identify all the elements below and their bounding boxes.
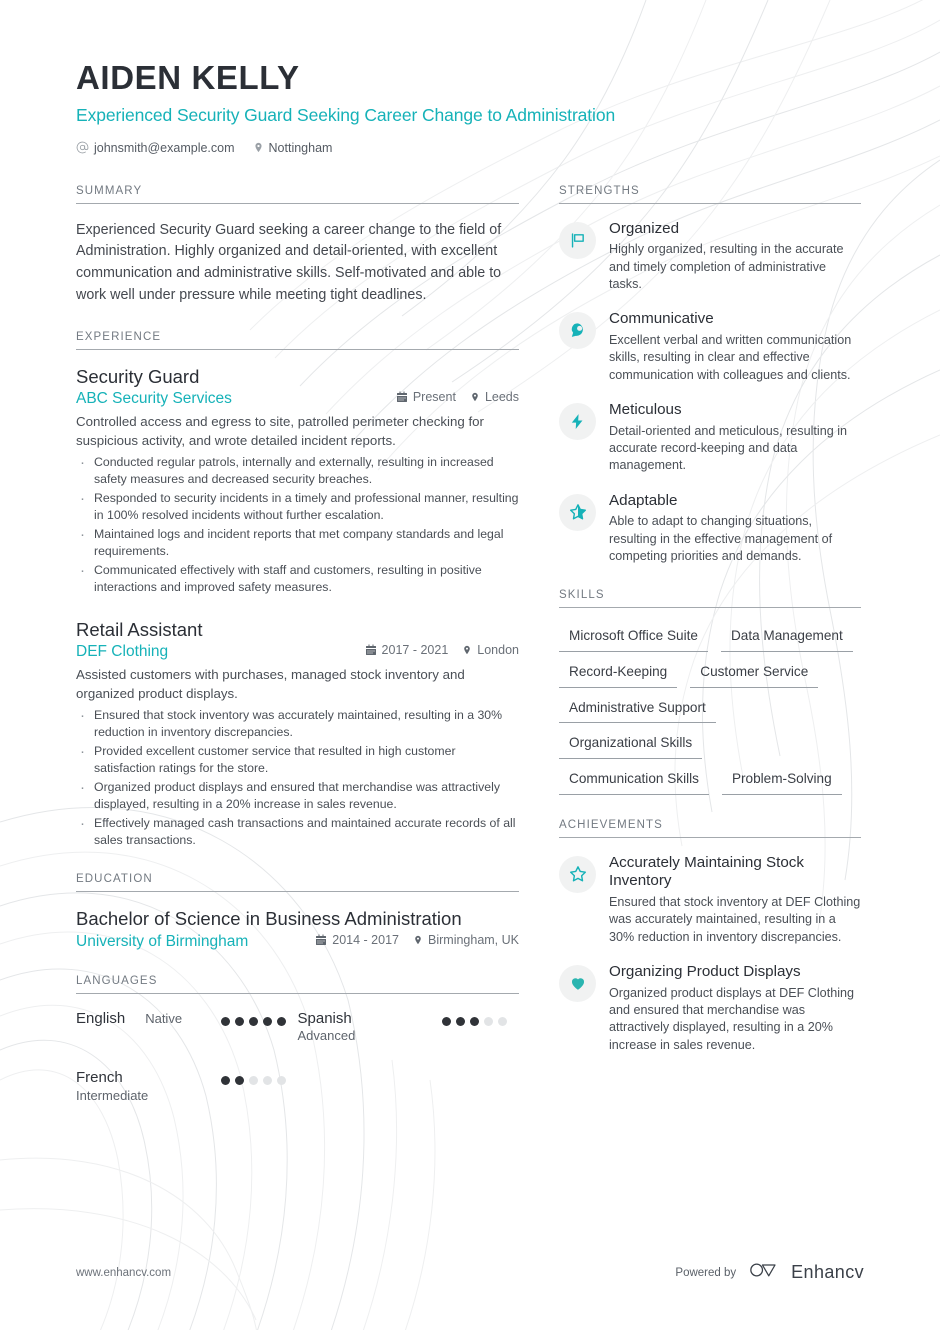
- rating-dot: [221, 1076, 230, 1085]
- experience-bullet: · Maintained logs and incident reports that met company standards and legal requirements.: [76, 526, 519, 561]
- lightning-bolt-icon: [559, 403, 596, 440]
- section-strengths: [559, 185, 861, 566]
- language-level: Native: [145, 1011, 183, 1027]
- language-level: Intermediate: [76, 1087, 149, 1103]
- section-title-experience: EXPERIENCE: [76, 331, 519, 350]
- rating-dot: [498, 1017, 507, 1026]
- skill-chip[interactable]: Problem-Solving: [722, 767, 842, 795]
- section-title-summary: SUMMARY: [76, 185, 519, 204]
- enhancv-brand-name: Enhancv: [791, 1262, 864, 1282]
- language-name: French: [76, 1069, 123, 1087]
- enhancv-logo-icon: [748, 1260, 782, 1285]
- experience-location: [470, 390, 519, 404]
- section-education: [76, 873, 519, 951]
- language-labels: [76, 1010, 182, 1028]
- experience-bullet: · Conducted regular patrols, internally and externally, resulting in increased safety measures and decreased security breaches.: [76, 454, 519, 489]
- strength-description: Detail-oriented and meticulous, resulting in accurate record-keeping and data management.: [609, 423, 848, 473]
- skills-list: [559, 624, 861, 794]
- contact-email-text: johnsmith@example.com: [94, 140, 235, 155]
- strength-body: [609, 401, 861, 475]
- section-languages: [76, 975, 519, 1129]
- powered-by-label: Powered by: [675, 1266, 737, 1279]
- contact-location[interactable]: [253, 141, 333, 155]
- experience-date-text: 2017 - 2021: [381, 643, 449, 658]
- education-location: [413, 933, 519, 947]
- experience-bullet: · Responded to security incidents in a timely and professional manner, resulting in 100% resolved incidents without further escalation.: [76, 490, 519, 525]
- experience-location-text: London: [477, 643, 519, 658]
- rating-dot: [249, 1076, 258, 1085]
- language-item: [298, 1010, 520, 1043]
- education-entry: [76, 908, 519, 951]
- star-outline-icon: [559, 856, 596, 893]
- skill-chip[interactable]: Record-Keeping: [559, 660, 677, 688]
- experience-meta: [76, 390, 519, 408]
- star-half-icon: [559, 494, 596, 531]
- experience-bullet: · Organized product displays and ensured that merchandise was attractively displayed, resulting in a 20% increase in sales revenue.: [76, 779, 519, 814]
- rating-dot: [235, 1076, 244, 1085]
- strength-body: [609, 492, 861, 566]
- skill-chip[interactable]: Administrative Support: [559, 696, 716, 724]
- experience-description: Assisted customers with purchases, managed stock inventory and organized product displays.: [76, 667, 465, 701]
- experience-entry: [76, 619, 519, 850]
- section-title-languages: LANGUAGES: [76, 975, 519, 994]
- strength-item: [559, 492, 861, 566]
- experience-meta-right: [396, 390, 519, 404]
- experience-meta: [76, 643, 519, 661]
- languages-grid: [76, 1010, 519, 1129]
- experience-bullets: [76, 454, 519, 597]
- strength-item: [559, 401, 861, 475]
- rating-dot: [263, 1017, 272, 1026]
- rating-dot: [263, 1076, 272, 1085]
- columns: [76, 185, 864, 1153]
- location-pin-icon: [253, 141, 264, 154]
- contact-email[interactable]: [76, 141, 235, 155]
- strength-description: Able to adapt to changing situations, resulting in the effective management of competing priorities and demands.: [609, 514, 833, 564]
- strength-description: Highly organized, resulting in the accurate and timely completion of administrative tasks.: [609, 242, 844, 291]
- rating-dot: [456, 1017, 465, 1026]
- experience-location-text: Leeds: [484, 390, 519, 405]
- skill-chip[interactable]: Data Management: [721, 624, 853, 652]
- strength-body: [609, 220, 861, 294]
- language-labels: [298, 1010, 356, 1043]
- rating-dot: [277, 1076, 286, 1085]
- strength-title: Meticulous: [609, 401, 682, 419]
- experience-entry: [76, 366, 519, 597]
- experience-job-title: Retail Assistant: [76, 618, 203, 640]
- skill-chip[interactable]: Microsoft Office Suite: [559, 624, 708, 652]
- experience-bullet: · Effectively managed cash transactions and maintained accurate records of all sales transactions.: [76, 815, 519, 850]
- section-title-strengths: STRENGTHS: [559, 185, 861, 204]
- achievement-description: Organized product displays at DEF Clothing and ensured that merchandise was attractively displayed, resulting in a 20% increase in sales revenue.: [609, 985, 855, 1052]
- strength-title: Adaptable: [609, 491, 678, 509]
- section-skills: [559, 589, 861, 794]
- heart-icon: [559, 965, 596, 1002]
- achievement-title: Organizing Product Displays: [609, 962, 801, 980]
- experience-bullets: [76, 707, 519, 850]
- rating-dot: [235, 1017, 244, 1026]
- education-date-text: 2014 - 2017: [332, 933, 399, 948]
- experience-location: [462, 643, 519, 657]
- rating-dot: [277, 1017, 286, 1026]
- experience-organization[interactable]: DEF Clothing: [76, 643, 169, 661]
- rating-dot: [249, 1017, 258, 1026]
- left-column: [76, 185, 519, 1153]
- language-name: Spanish: [297, 1010, 352, 1028]
- education-location-text: Birmingham, UK: [428, 933, 519, 948]
- strength-item: [559, 310, 861, 384]
- achievement-body: [609, 963, 861, 1054]
- powered-by: [675, 1260, 864, 1285]
- skill-chip[interactable]: Communication Skills: [559, 767, 709, 795]
- footer: [76, 1260, 864, 1285]
- section-achievements: [559, 819, 861, 1054]
- contact-location-text: Nottingham: [268, 140, 333, 155]
- education-meta-right: [315, 933, 519, 947]
- calendar-icon: [365, 644, 377, 656]
- experience-job-title: Security Guard: [76, 365, 200, 387]
- strength-title: Organized: [609, 219, 680, 237]
- education-institution[interactable]: University of Birmingham: [76, 933, 249, 951]
- enhancv-brand[interactable]: [748, 1260, 864, 1285]
- at-sign-icon: [76, 141, 89, 154]
- section-title-skills: SKILLS: [559, 589, 861, 608]
- headline: Experienced Security Guard Seeking Career Change to Administration: [76, 104, 616, 125]
- section-experience: [76, 331, 519, 850]
- location-pin-icon: [413, 934, 423, 946]
- strength-item: [559, 220, 861, 294]
- resume-header: [76, 60, 864, 155]
- experience-meta-right: [365, 643, 519, 657]
- page-title: AIDEN KELLY: [76, 59, 300, 96]
- section-summary: [76, 185, 519, 307]
- education-meta: [76, 933, 519, 951]
- experience-date: [365, 643, 449, 657]
- language-rating: [221, 1069, 286, 1085]
- rating-dot: [484, 1017, 493, 1026]
- calendar-icon: [315, 934, 327, 946]
- strength-body: [609, 310, 861, 384]
- achievement-description: Ensured that stock inventory at DEF Clothing was accurately maintained, resulting in a 30% reduction in inventory discrepancies.: [609, 894, 861, 944]
- summary-text: Experienced Security Guard seeking a career change to the field of Administration. Highly organized and detail-oriented, with excellent communication and administrative skills. Self-motivated and able to work well under pressure while meeting tight deadlines.: [76, 221, 502, 303]
- location-pin-icon: [462, 644, 472, 656]
- rating-dot: [470, 1017, 479, 1026]
- experience-description: Controlled access and egress to site, patrolled perimeter checking for suspicious activity, and wrote detailed incident reports.: [76, 414, 484, 449]
- strength-description: Excellent verbal and written communication skills, resulting in clear and effective communication with colleagues and clients.: [609, 332, 852, 382]
- achievement-item: [559, 854, 861, 946]
- skill-chip[interactable]: Customer Service: [690, 660, 818, 688]
- language-name: English: [76, 1010, 126, 1028]
- achievement-body: [609, 854, 861, 946]
- experience-date-text: Present: [412, 390, 456, 405]
- flag-icon: [559, 222, 596, 259]
- strength-title: Communicative: [609, 310, 714, 328]
- language-item: [76, 1069, 298, 1102]
- education-date: [315, 933, 399, 947]
- experience-date: [396, 390, 456, 404]
- achievement-item: [559, 963, 861, 1054]
- experience-bullet: · Provided excellent customer service that resulted in high customer satisfaction ratings for the store.: [76, 743, 519, 778]
- right-column: [559, 185, 861, 1153]
- section-title-education: EDUCATION: [76, 873, 519, 892]
- calendar-icon: [396, 391, 408, 403]
- contact-row: [76, 141, 864, 155]
- location-pin-icon: [470, 391, 480, 403]
- language-rating: [221, 1010, 286, 1026]
- section-title-achievements: ACHIEVEMENTS: [559, 819, 861, 838]
- language-item: [76, 1010, 298, 1043]
- footer-url[interactable]: www.enhancv.com: [76, 1266, 172, 1279]
- language-rating: [442, 1010, 507, 1026]
- experience-organization[interactable]: ABC Security Services: [76, 390, 232, 408]
- rating-dot: [442, 1017, 451, 1026]
- skill-chip[interactable]: Organizational Skills: [559, 731, 702, 759]
- education-degree: Bachelor of Science in Business Administration: [76, 908, 462, 930]
- experience-bullet: · Communicated effectively with staff and customers, resulting in positive interactions and improved safety measures.: [76, 562, 519, 597]
- language-level: Advanced: [297, 1028, 356, 1044]
- speech-bubble-icon: [559, 312, 596, 349]
- achievement-title: Accurately Maintaining Stock Inventory: [609, 853, 804, 890]
- experience-bullet: · Ensured that stock inventory was accurately maintained, resulting in a 30% reduction in inventory discrepancies.: [76, 707, 519, 742]
- rating-dot: [221, 1017, 230, 1026]
- language-labels: [76, 1069, 148, 1102]
